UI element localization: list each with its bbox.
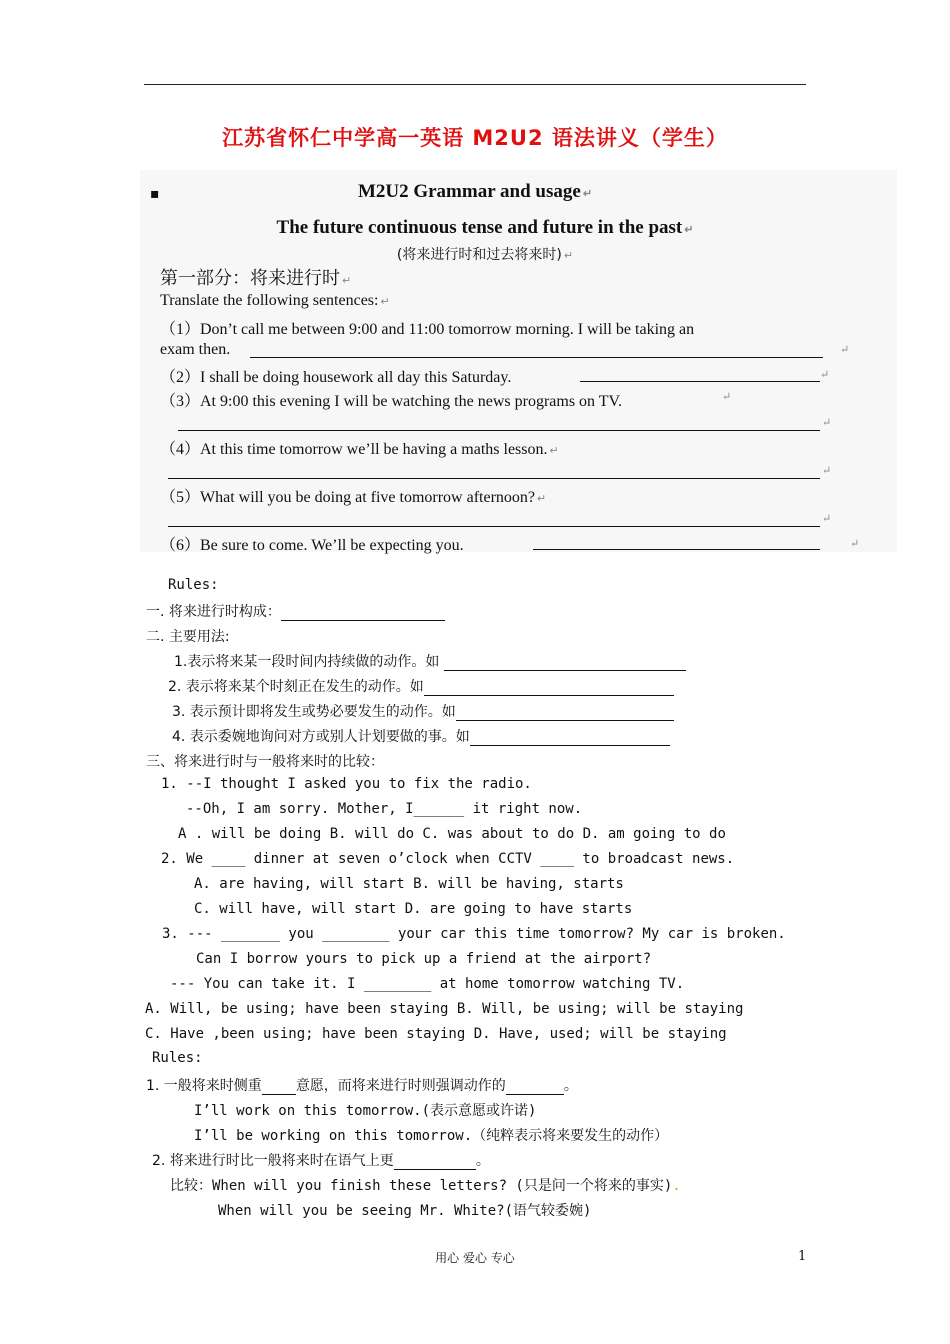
- return-mark: ↵: [563, 249, 574, 262]
- return-mark: ↵: [582, 188, 593, 200]
- question-3-options-cd: C. Have ,been using; have been staying D. Have, used; will be staying: [145, 1026, 727, 1042]
- rule-usage-heading: 二. 主要用法:: [146, 629, 230, 645]
- usage-1: 1.表示将来某一段时间内持续做的动作。如: [174, 651, 686, 671]
- comparison-example-1: 比较：When will you finish these letters? (只是问一个将来的事实).: [170, 1178, 681, 1194]
- rule-2-1: 1. 一般将来时侧重 意愿，而将来进行时则强调动作的 。: [146, 1078, 578, 1094]
- rule-2-2: 2. 将来进行时比一般将来时在语气上更 。: [152, 1153, 490, 1169]
- usage-2: 2. 表示将来某个时刻正在发生的动作。如: [168, 676, 674, 696]
- question-2-options-cd: C. will have, will start D. are going to have starts: [194, 901, 633, 917]
- page-number: 1: [798, 1249, 807, 1264]
- sentence-4: （4）At this time tomorrow we’ll be having a maths lesson. ↵: [160, 441, 559, 458]
- question-3-reply: --- You can take it. I ________ at home tomorrow watching TV.: [170, 976, 685, 992]
- question-3-options-ab: A. Will, be using; have been staying B. Will, be using; will be staying: [145, 1001, 744, 1017]
- part-one-heading: 第一部分：将来进行时 ↵: [160, 268, 352, 289]
- rule-structure: 一. 将来进行时构成：: [146, 601, 445, 621]
- example-2: I’ll be working on this tomorrow.（纯粹表示将来要发生的动作）: [194, 1128, 669, 1144]
- rules-heading-2: Rules:: [152, 1050, 203, 1066]
- question-3-prompt-2: Can I borrow yours to pick up a friend at the airport?: [196, 951, 652, 967]
- blank-emphasis[interactable]: [262, 1094, 296, 1095]
- question-3-prompt: 3. --- _______ you ________ your car this time tomorrow? My car is broken.: [162, 926, 786, 942]
- question-2-options-ab: A. are having, will start B. will be having, starts: [194, 876, 624, 892]
- answer-line-3[interactable]: [178, 430, 820, 431]
- return-mark: ↵: [380, 296, 390, 308]
- worksheet-subheading-cn: (将来进行时和过去将来时) ↵: [396, 247, 574, 263]
- answer-line-6[interactable]: [533, 549, 820, 550]
- return-mark: ↵: [850, 537, 860, 550]
- blank-usage-3[interactable]: [456, 720, 674, 721]
- sentence-3: （3）At 9:00 this evening I will be watching the news programs on TV.: [160, 393, 623, 410]
- sentence-1-line-2: exam then.: [160, 341, 231, 358]
- question-1-options: A . will be doing B. will do C. was about to do D. am going to do: [178, 826, 726, 842]
- return-mark: ↵: [820, 368, 830, 381]
- sentence-1-line-1: （1）Don’t call me between 9:00 and 11:00 tomorrow morning. I will be taking an: [160, 321, 695, 338]
- answer-line-4[interactable]: [168, 478, 820, 479]
- question-1-prompt: 1. --I thought I asked you to fix the radio.: [161, 776, 532, 792]
- worksheet-heading: M2U2 Grammar and usage ↵: [357, 181, 593, 202]
- header-rule: [144, 84, 806, 85]
- rules-heading: Rules:: [168, 577, 219, 593]
- return-mark: ↵: [822, 512, 832, 525]
- answer-line-2[interactable]: [580, 381, 820, 382]
- comparison-heading: 三、将来进行时与一般将来时的比较：: [146, 754, 384, 770]
- footer-text: 用心 爱心 专心: [435, 1251, 515, 1265]
- example-1: I’ll work on this tomorrow.(表示意愿或许诺): [194, 1103, 537, 1119]
- sentence-6: （6）Be sure to come. We’ll be expecting you.: [160, 537, 464, 554]
- return-mark: ↵: [840, 343, 850, 356]
- blank-usage-1[interactable]: [444, 670, 686, 671]
- comparison-example-2: When will you be seeing Mr. White?(语气较委婉): [218, 1203, 592, 1219]
- answer-line-1[interactable]: [250, 357, 823, 358]
- worksheet-subheading: The future continuous tense and future in the past ↵: [276, 217, 694, 238]
- return-mark: ↵: [549, 445, 559, 457]
- bullet-marker: ▪: [150, 186, 160, 202]
- return-mark: ↵: [822, 464, 832, 477]
- blank-tone[interactable]: [394, 1169, 476, 1170]
- sentence-2: （2）I shall be doing housework all day this Saturday.: [160, 369, 512, 386]
- question-1-reply: --Oh, I am sorry. Mother, I______ it right now.: [186, 801, 583, 817]
- blank-action[interactable]: [506, 1094, 564, 1095]
- instruction-text: Translate the following sentences: ↵: [160, 292, 390, 309]
- sentence-5: （5）What will you be doing at five tomorrow afternoon? ↵: [160, 489, 547, 506]
- return-mark: ↵: [822, 416, 832, 429]
- blank-structure[interactable]: [281, 620, 445, 621]
- answer-line-5[interactable]: [168, 526, 820, 527]
- return-mark: ↵: [342, 274, 352, 287]
- blank-usage-4[interactable]: [470, 745, 670, 746]
- return-mark: ↵: [722, 390, 732, 403]
- usage-3: 3. 表示预计即将发生或势必要发生的动作。如: [172, 701, 674, 721]
- question-2-prompt: 2. We ____ dinner at seven o’clock when CCTV ____ to broadcast news.: [161, 851, 735, 867]
- return-mark: ↵: [537, 493, 547, 505]
- page-title: 江苏省怀仁中学高一英语 M2U2 语法讲义（学生）: [222, 126, 728, 150]
- blank-usage-2[interactable]: [424, 695, 674, 696]
- return-mark: ↵: [684, 224, 694, 236]
- usage-4: 4. 表示委婉地询问对方或别人计划要做的事。如: [172, 726, 670, 746]
